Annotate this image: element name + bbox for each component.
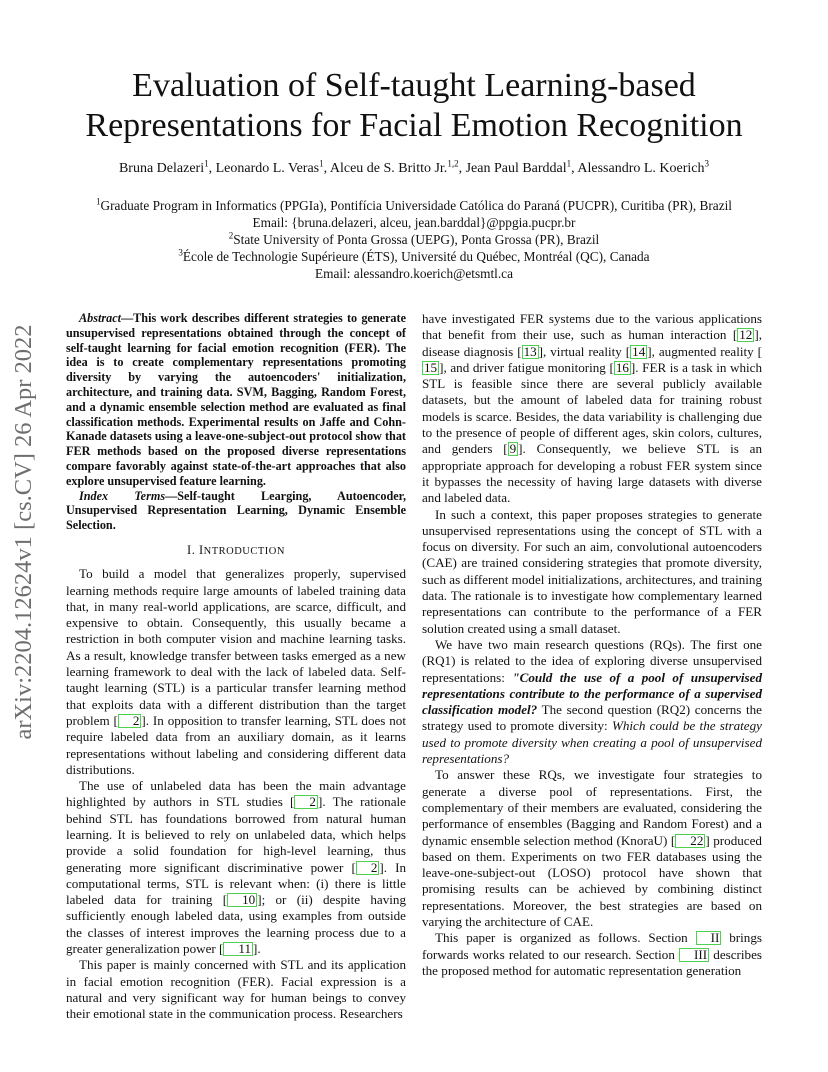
right-paragraph-5: This paper is organized as follows. Section II brings forwards works related to our research. Section III describes the proposed method for automatic representation generation — [422, 930, 762, 978]
abstract-text: —This work describes different strategies to generate unsupervised representations obtained through the concept of self-taught learning for facial emotion recognition (FER). The idea is to create complementary representations promoting diversity by varying the autoencoders' initialization, architecture, and training data. SVM, Bagging, Random Forest, and a dynamic ensemble selection method are evaluated as final classification methods. Experimental results on Jaffe and Cohn-Kanade datasets using a leave-one-subject-out protocol show that FER methods based on the proposed diverse representations compare favorably against state-of-the-art approaches that also explore unsupervised feature learning. — [66, 311, 406, 488]
intro-paragraph-1: To build a model that generalizes properly, supervised learning methods require large amounts of labeled training data that, in many real-world applications, are scarce, difficult, and expensive to obtain. Consequently, this usually became a restriction in both computer vision and machine learning tasks. As a result, knowledge transfer between tasks emerged as a new learning framework to deal with the lack of labeled data. Self-taught learning (STL) is a particular transfer learning method that exploits data with a different distribution than the target problem [ 2 ]. In opposition to transfer learning, STL does not require labeled data from an auxiliary domain, as it learns representations without labeling and considering different data distributions. — [66, 566, 406, 777]
author-sup: 1 — [204, 158, 209, 169]
right-paragraph-1: have investigated FER systems due to the various applications that benefit from their use, such as human interaction [ 12 ], disease diagnosis [ 13 ], virtual reality [ 14 ], augmented reality [15 ], and driver fatigue monitoring [ 16 ]. FER is a task in which STL is feasible since there are several publicly available datasets, but the amount of labeled data for training robust models is scarce. Besides, the data variability is challenging due to the presence of people of different ages, skin colors, cultures, and genders [ 9 ]. Consequently, we believe STL is an appropriate approach for developing a robust FER system since it bypasses the necessity of having large datasets with diverse and labeled data. — [422, 311, 763, 506]
author-name: Alceu de S. Britto Jr. — [329, 161, 448, 176]
index-terms-text: —Self-taught Learging, Autoencoder, Unsupervised Representation Learning, Dynamic Ensemble Selection. — [66, 488, 406, 533]
index-terms-label: Index Terms — [79, 488, 166, 503]
author-sup: 3 — [704, 158, 710, 169]
affiliation-text: Graduate Program in Informatics (PPGIa), Pontifícia Universidade Católica do Paraná (PUCPR), Curitiba (PR), Brazil — [100, 198, 732, 213]
section-link[interactable]: II — [696, 931, 722, 945]
author-name: Jean Paul Barddal — [465, 161, 567, 176]
left-column — [66, 311, 406, 1023]
author-name: Alessandro L. Koerich — [577, 161, 705, 176]
affiliation-1-email: Email: {bruna.delazeri, alceu, jean.barddal}@ppgia.pucpr.br — [252, 215, 576, 230]
intro-paragraph-3: This paper is mainly concerned with STL and its application in facial emotion recognition (FER). Facial expression is a natural and very significant way for human beings to convey their emotional state in the communication process. Researchers — [66, 957, 406, 1022]
right-paragraph-4: To answer these RQs, we investigate four strategies to generate a diverse pool of representations. First, the complementary of their members are evaluated, considering the performance of ensembles (Bagging and Random Forest) and a dynamic ensemble selection method (KnoraU) [ 22 ] produced based on them. Experiments on two FER databases using the leave-one-subject-out (LOSO) protocol have shown that promising results can be achieved by combining distinct representations. Moreover, the best strategies are based on varying the architecture of CAE. — [422, 767, 762, 929]
citation-link[interactable]: 10 — [227, 893, 257, 907]
affiliation-sup: 3 — [178, 247, 183, 258]
abstract-label: Abstract — [79, 311, 121, 325]
section-heading-introduction: I. INTRODUCTION — [187, 542, 285, 557]
citation-link[interactable]: 9 — [509, 441, 517, 457]
affiliation-3-email: Email: alessandro.koerich@etsmtl.ca — [315, 266, 513, 281]
title-line-2: Representations for Facial Emotion Recognition — [85, 107, 743, 144]
citation-link[interactable]: 12 — [739, 327, 753, 343]
citation-link[interactable]: 11 — [223, 942, 253, 956]
title-line-1: Evaluation of Self-taught Learning-based — [132, 67, 696, 104]
author-sup: 1 — [566, 158, 572, 169]
affiliation-sup: 1 — [96, 196, 101, 207]
right-paragraph-3: We have two main research questions (RQs). The first one (RQ1) is related to the idea of exploring diverse unsupervised representations: "Could the use of a pool of unsupervised representations contribute to the performance of a supervised classification model? The second question (RQ2) concerns the strategy used to promote diversity: Which could be the strategy used to promote diversity when creating a pool of unsupervised representations? — [422, 636, 763, 767]
affiliation-text: École de Technologie Supérieure (ÉTS), Université du Québec, Montréal (QC), Canada — [182, 249, 650, 264]
citation-link[interactable]: 22 — [675, 834, 705, 848]
citation-link[interactable]: 2 — [356, 861, 380, 875]
citation-link[interactable]: 13 — [523, 343, 537, 359]
affiliation-sup: 2 — [228, 230, 234, 241]
abstract — [66, 311, 406, 489]
affiliation-3 — [0, 248, 828, 265]
affiliation-text: State University of Ponta Grossa (UEPG), Ponta Grossa (PR), Brazil — [233, 232, 600, 247]
author-sup: 1 — [319, 158, 324, 169]
citation-link[interactable]: 15 — [424, 359, 438, 375]
affiliation-1 — [0, 197, 828, 214]
index-terms — [66, 489, 406, 533]
intro-paragraph-2: The use of unlabeled data has been the main advantage highlighted by authors in STL studies [ 2 ]. The rationale behind STL has foundations borrowed from natural human learning. It is believed to rely on unlabeled data, which helps provide a solid foundation for high-level learning, thus generating more significant discriminative power [ 2 ]. In computational terms, STL is relevant when: (i) there is little labeled data for training [ 10 ]; or (ii) despite having sufficiently enough labeled data, using examples from outside the classes of interest improves the learning process due to a greater generalization power [ 11 ]. — [66, 778, 406, 957]
section-link[interactable]: III — [679, 948, 709, 962]
author-name: Bruna Delazeri — [118, 161, 205, 176]
citation-link[interactable]: 2 — [294, 795, 318, 809]
affiliation-2 — [0, 231, 828, 248]
author-name: Leonardo L. Veras — [215, 161, 320, 176]
arxiv-id: arXiv:2204.12624v1 [cs.CV] 26 Apr 2022 — [10, 324, 37, 740]
author-sup: 1,2 — [447, 158, 459, 169]
right-paragraph-2: In such a context, this paper proposes strategies to generate unsupervised representations using the concept of STL with a focus on diversity. For such an aim, convolutional autoencoders (CAE) are trained considering strategies that promote diversity, such as different model initializations, architectures, and training data. The rationale is to investigate how complementary learned representations can contribute to the performance of a FER solution created using a small dataset. — [422, 506, 762, 636]
paper-title — [0, 66, 828, 146]
citation-link[interactable]: 14 — [632, 343, 646, 359]
author-list: Bruna Delazeri$^1$, Leonardo L. Veras$^1$, Alceu de S. Britto Jr.$^{1,2}$, Jean Paul Barddal$^1$, Alessandro L. Koerich$^3$ — [118, 158, 710, 176]
citation-link[interactable]: 16 — [615, 359, 629, 375]
right-column — [422, 311, 762, 979]
citation-link[interactable]: 2 — [118, 714, 142, 728]
